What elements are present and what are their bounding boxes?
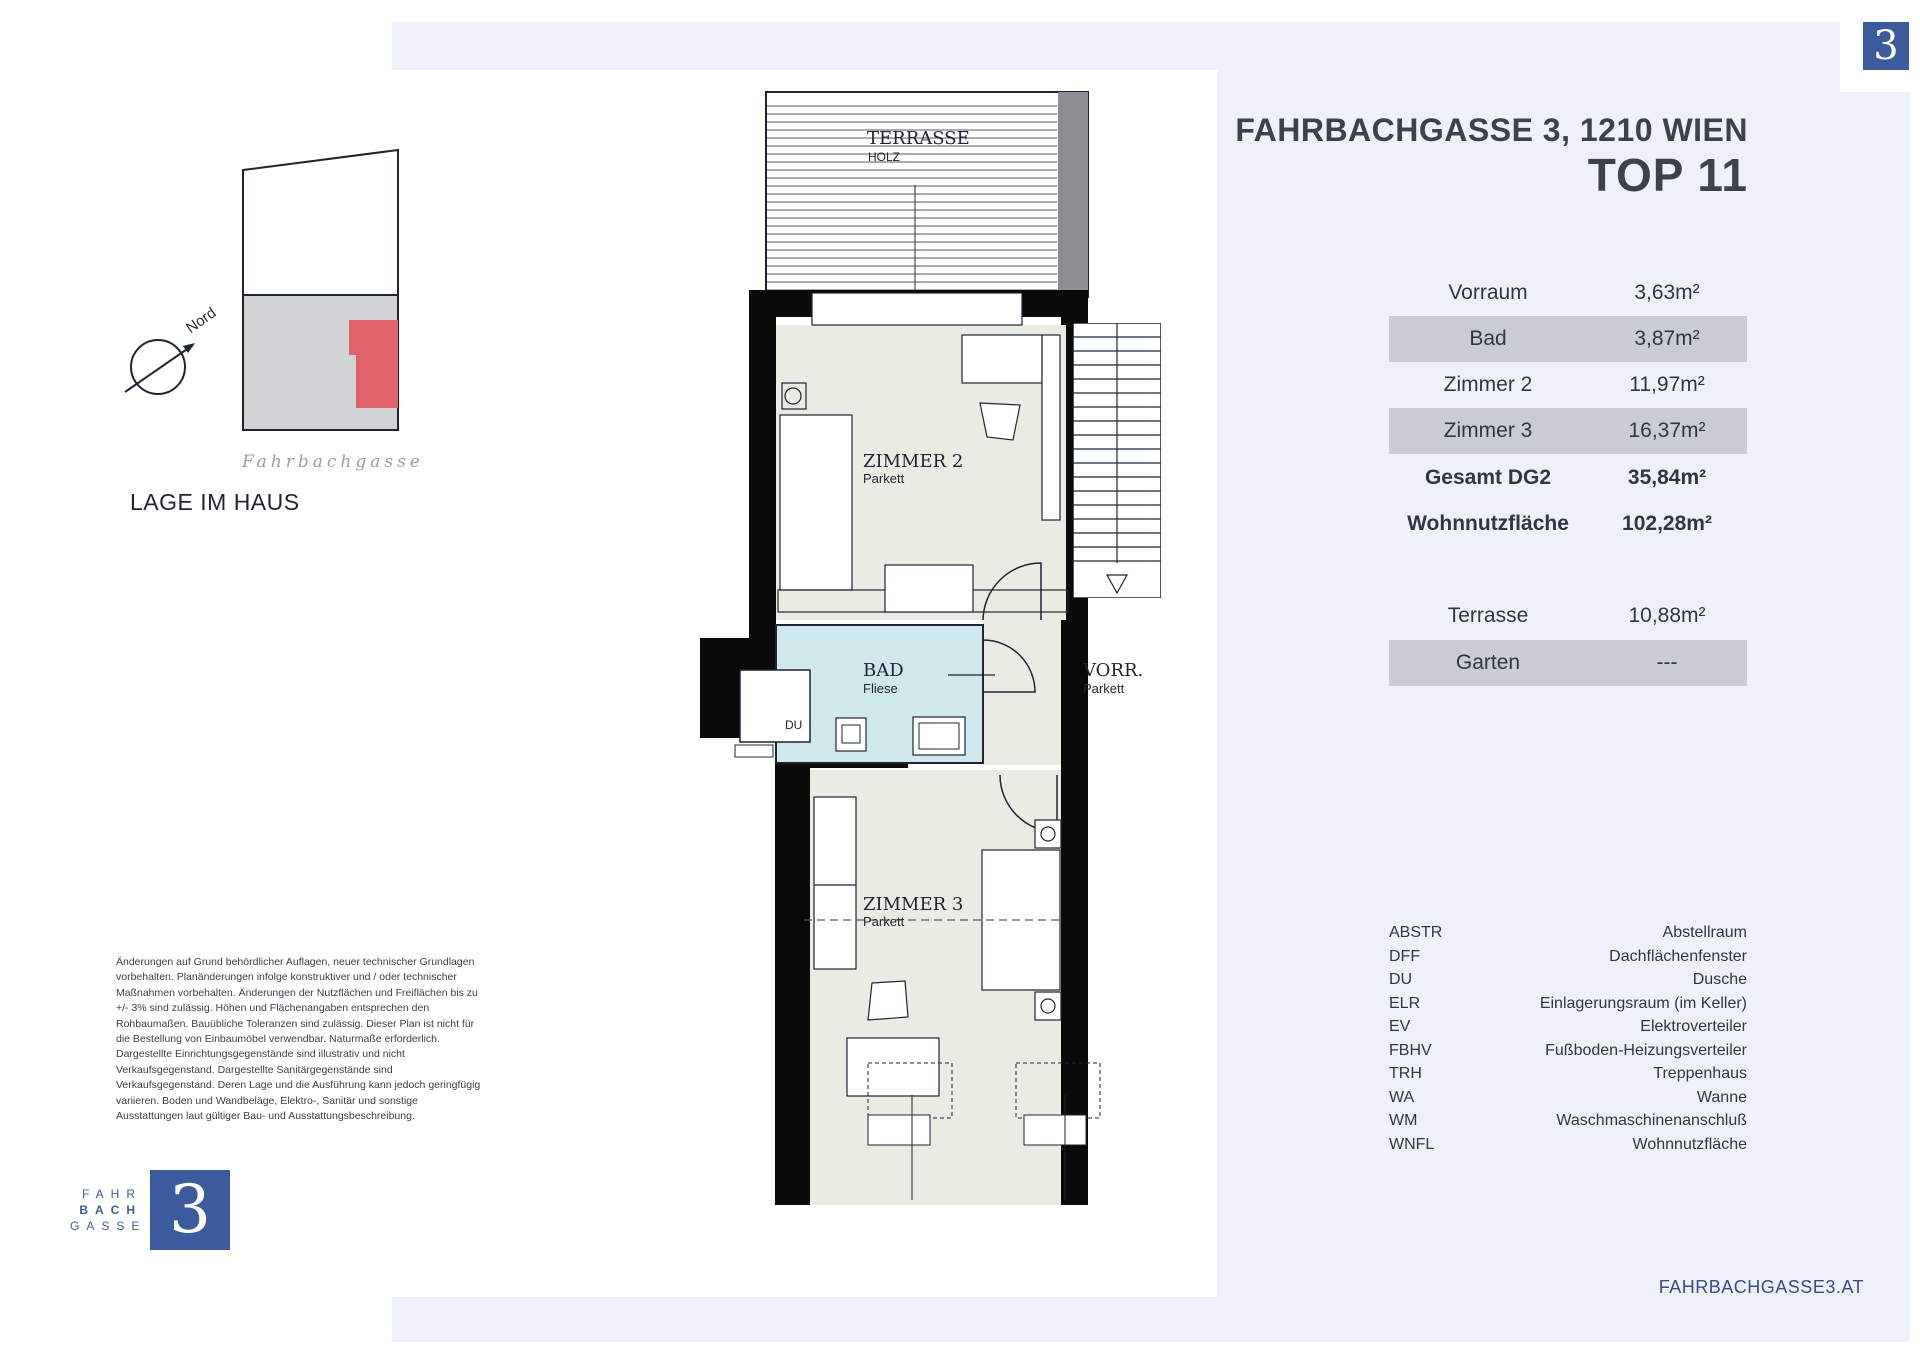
legend-row (1389, 1065, 1747, 1089)
room-zimmer-2-name: ZIMMER 2 (863, 451, 964, 472)
terrace-label: TERRASSE (867, 128, 970, 149)
room-bad-name: BAD (863, 660, 904, 681)
page-badge-number: 3 (1873, 23, 1899, 69)
room-zimmer-3-floor: Parkett (863, 914, 905, 929)
address-title: FAHRBACHGASSE 3, 1210 WIEN (1235, 112, 1748, 148)
area-value: 10,88m² (1628, 604, 1706, 627)
area-value: 35,84m² (1627, 466, 1707, 489)
north-label: Nord (183, 304, 220, 337)
area-row (1389, 316, 1747, 362)
legend-desc: Abstellraum (1662, 924, 1747, 941)
legend-desc: Einlagerungsraum (im Keller) (1539, 994, 1747, 1012)
legend-row (1389, 948, 1747, 972)
area-value: 16,37m² (1628, 419, 1706, 442)
legend-desc: Dachflächenfenster (1609, 947, 1747, 965)
legend-abbr: WM (1389, 1112, 1418, 1129)
area-value: 11,97m² (1629, 373, 1705, 396)
area-name: Wohnnutzfläche (1407, 512, 1569, 535)
room-zimmer-2-floor: Parkett (863, 471, 905, 486)
area-name: Gesamt DG2 (1424, 466, 1552, 489)
logo-line-3: GASSE (70, 1219, 147, 1233)
legend-row (1389, 1112, 1747, 1136)
abbreviation-legend (1389, 924, 1747, 1159)
logo-badge (150, 1170, 230, 1250)
area-name: Garten (1455, 651, 1521, 674)
legend-row (1389, 995, 1747, 1019)
legend-abbr: ELR (1389, 994, 1421, 1012)
area-row (1389, 362, 1747, 408)
legend-row (1389, 1089, 1747, 1113)
area-row (1389, 640, 1747, 686)
street-label: Fahrbachgasse (242, 452, 424, 472)
legend-abbr: WNFL (1389, 1135, 1435, 1153)
legend-row (1389, 1136, 1747, 1160)
logo-number: 3 (169, 1171, 211, 1248)
page-badge (1863, 22, 1909, 70)
room-vorraum-name: VORR. (1083, 660, 1144, 681)
area-row (1389, 501, 1747, 547)
disclaimer-text: Änderungen auf Grund behördlicher Auflagen, neuer technischer Grundlagen vorbehalten. Planänderungen infolge konstruktiver und / oder technischer Maßnahmen vorbehalten. Änderungen der Nutzflächen und Freiflächen bis zu +/- 3% sind zulässig. Höhen und Flächenangaben entsprechen den Rohbaumaßen. Bauübliche Toleranzen sind zulässig. Dieser Plan ist nicht für die Bestellung von Einbaumöbel verwendbar. Naturmaße erforderlich. Dargestellte Einrichtungsgegenstände sind illustrativ und nicht Verkaufsgegenstand. Dargestellte Sanitärgegenstände sind Verkaufsgegenstand. Deren Lage und die Ausführung kann jedoch geringfügig variieren. Boden und Wandbeläge, Elektro-, Sanitär und sonstige Ausstattungen laut gültiger Bau- und Ausstattungsbeschreibung. (116, 956, 481, 1123)
room-vorraum-floor: Parkett (1083, 681, 1125, 696)
area-value: 3,63m² (1634, 281, 1700, 304)
area-name: Terrasse (1447, 604, 1529, 627)
legend-desc: Waschmaschinenanschluß (1556, 1112, 1747, 1129)
situation-plan (115, 140, 415, 440)
legend-abbr: ABSTR (1389, 924, 1443, 941)
legend-abbr: EV (1389, 1018, 1411, 1035)
legend-desc: Fußboden-Heizungsverteiler (1545, 1041, 1747, 1059)
area-row (1389, 408, 1747, 454)
legend-abbr: WA (1389, 1088, 1415, 1106)
legend-abbr: TRH (1389, 1065, 1422, 1082)
legend-row (1389, 1018, 1747, 1042)
bottom-band (392, 1297, 1910, 1342)
legend-abbr: DFF (1389, 947, 1421, 965)
logo-text (70, 1186, 147, 1234)
unit-title: TOP 11 (1587, 149, 1748, 201)
legend-desc: Treppenhaus (1653, 1065, 1747, 1082)
area-value: 3,87m² (1634, 327, 1700, 350)
area-name: Vorraum (1448, 281, 1528, 304)
area-row (1389, 455, 1747, 501)
shower-label: DU (785, 718, 803, 732)
legend-desc: Wohnnutzfläche (1632, 1135, 1747, 1153)
legend-row (1389, 1042, 1747, 1066)
situation-title: LAGE IM HAUS (130, 489, 300, 515)
compass-circle (131, 340, 185, 394)
legend-desc: Dusche (1692, 971, 1747, 988)
room-bad-floor: Fliese (863, 681, 898, 696)
room-vorraum (983, 595, 1061, 765)
area-row (1389, 593, 1747, 639)
floor-plan (700, 85, 1200, 1205)
logo-line-1: FAHR (81, 1187, 142, 1201)
legend-row (1389, 971, 1747, 995)
logo-line-2: BACH (79, 1203, 142, 1217)
terrace-edge (1058, 92, 1088, 297)
area-row (1389, 270, 1747, 316)
area-name: Zimmer 3 (1443, 419, 1533, 442)
staircase-block (1073, 323, 1161, 598)
website-link[interactable]: FAHRBACHGASSE3.AT (1658, 1277, 1864, 1297)
unit-marker (349, 320, 398, 408)
building-upper (243, 150, 398, 295)
legend-abbr: DU (1389, 971, 1413, 988)
legend-abbr: FBHV (1389, 1041, 1432, 1059)
legend-desc: Elektroverteiler (1640, 1018, 1747, 1035)
terrace (766, 92, 1088, 310)
area-value: --- (1656, 651, 1678, 674)
area-value: 102,28m² (1622, 512, 1712, 535)
area-name: Zimmer 2 (1443, 373, 1533, 396)
area-name: Bad (1469, 327, 1507, 350)
terrace-floor-label: HOLZ (868, 150, 901, 164)
room-zimmer-3-name: ZIMMER 3 (863, 894, 964, 915)
legend-row (1389, 924, 1747, 948)
legend-desc: Wanne (1696, 1088, 1747, 1106)
